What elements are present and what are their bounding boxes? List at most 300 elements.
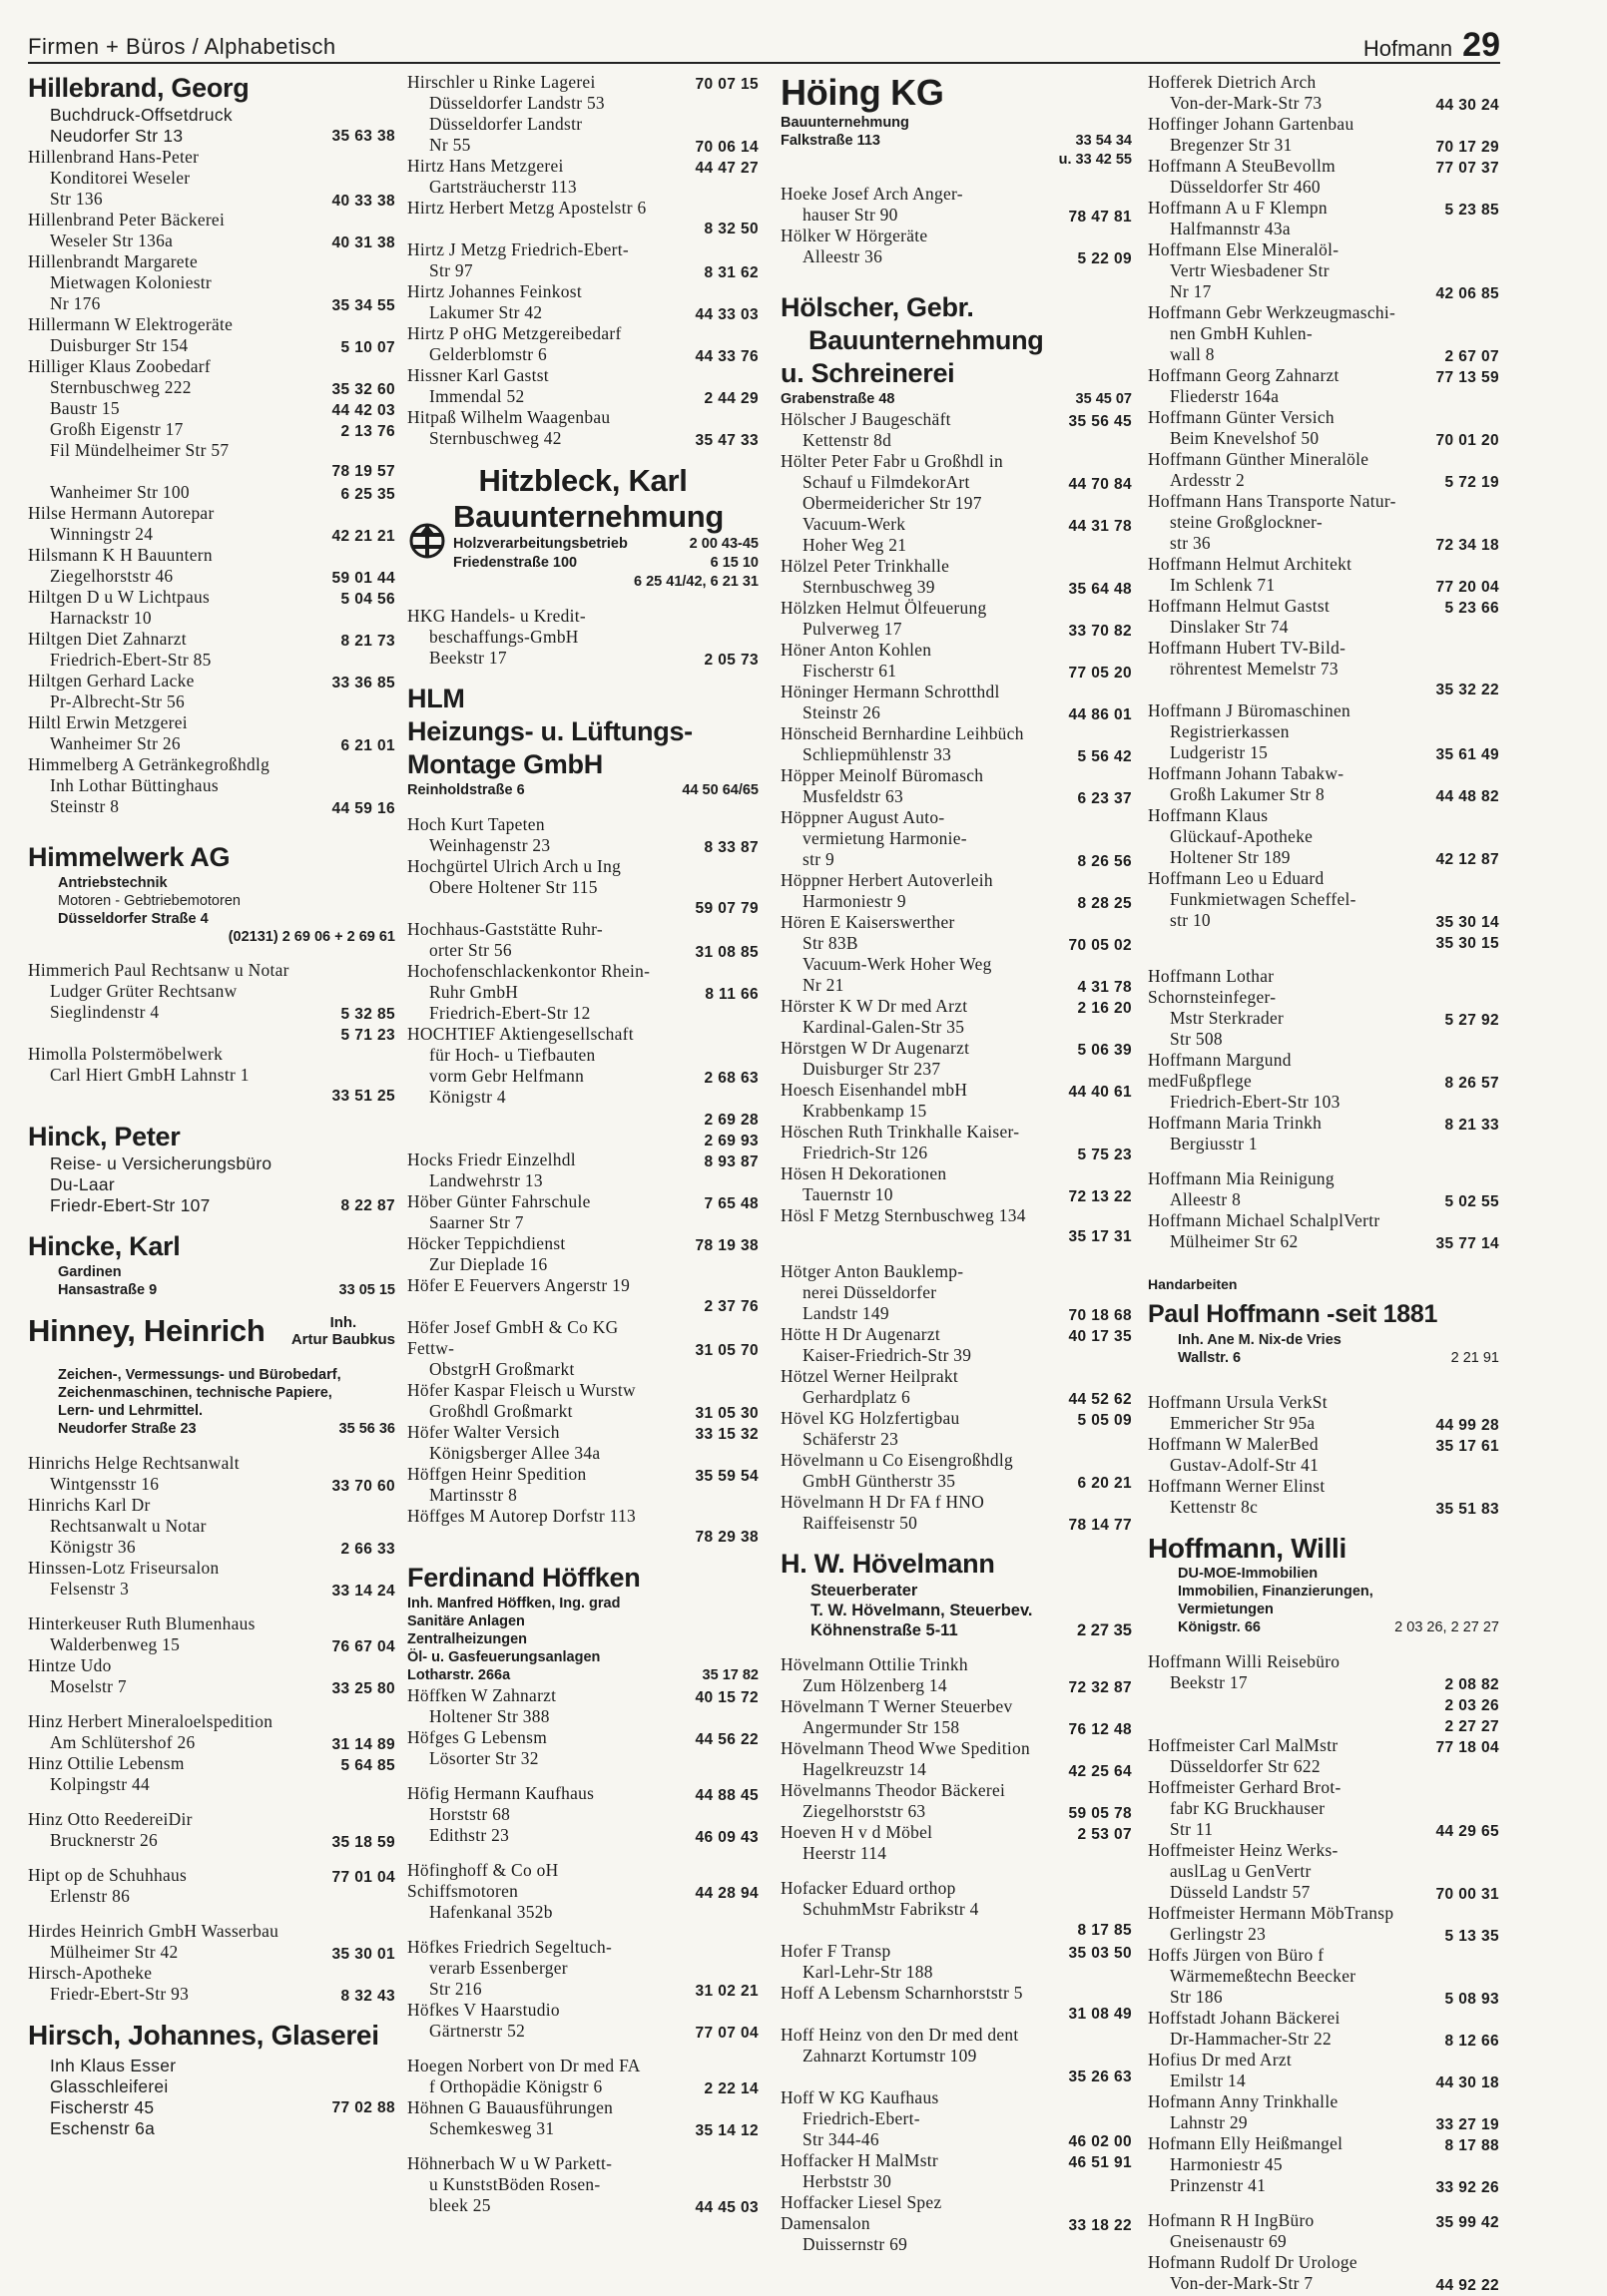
listing-entry (781, 2150, 1132, 2192)
ad-line: Bauunternehmung (781, 115, 909, 131)
listing-name: Hochgürtel Ulrich Arch u Ing (407, 856, 622, 876)
ad-line: Steuerberater (810, 1582, 918, 1600)
listing-name: Höfges G Lebensm (407, 1727, 548, 1747)
listing-name: Hoffs Jürgen von Büro f (1148, 1945, 1325, 1965)
phone-number: 44 45 03 (695, 2199, 759, 2216)
listing-name: Hillermann W Elektrogeräte (28, 314, 234, 334)
spacer (28, 1300, 395, 1314)
listing-entry (28, 712, 395, 754)
ad-title: Hincke, Karl (28, 1231, 181, 1261)
listing-entry (1148, 1714, 1499, 1735)
listing-entry (407, 1464, 759, 1506)
phone-number: 35 30 15 (1435, 935, 1499, 952)
phone-number: 8 28 25 (1077, 895, 1132, 912)
listing-address: Gerhardplatz 6 (803, 1387, 911, 1407)
listing-address: str 10 (1170, 910, 1211, 930)
phone-number: u. 33 42 55 (1058, 152, 1132, 168)
listing-entry (781, 723, 1132, 765)
listing-address: Zum Hölzenberg 14 (803, 1675, 947, 1695)
listing-address: Alleestr 8 (1170, 1189, 1242, 1209)
listing-name: Höhnen G Bauausführungen (407, 2097, 614, 2117)
listing-address: Harnackstr 10 (50, 608, 152, 628)
listing-address: Dr-Hammacher-Str 22 (1170, 2029, 1332, 2049)
listing-subline: Düsseldorfer Landstr (429, 114, 583, 134)
listing-address: Sternbuschweg 42 (429, 428, 562, 448)
phone-number: 33 25 80 (331, 1680, 395, 1697)
phone-number: 44 30 18 (1435, 2074, 1499, 2091)
phone-number: 35 32 22 (1435, 682, 1499, 698)
phone-number: 33 27 19 (1435, 2116, 1499, 2133)
listing-entry (28, 1558, 395, 1600)
listing-entry (1148, 72, 1499, 114)
listing-address: Wärmemeßtechn Beecker (1170, 1966, 1356, 1986)
listing-name: Hofius Dr med Arzt (1148, 2050, 1293, 2069)
running-head (1363, 28, 1500, 62)
listing-address: steine Großglockner- (1170, 512, 1323, 532)
listing-entry (781, 996, 1132, 1038)
phone-number: 2 69 93 (704, 1133, 759, 1149)
phone-number: 2 53 07 (1077, 1826, 1132, 1843)
listing-name: Hinz Herbert Mineraloelspedition (28, 1711, 273, 1731)
listing-name: Hoffmeister Carl MalMstr (1148, 1735, 1339, 1755)
listing-name: Höber Günter Fahrschule (407, 1191, 591, 1211)
phone-number: 2 08 82 (1444, 1676, 1499, 1693)
listing-entry (1148, 966, 1499, 1050)
listing-entry (781, 640, 1132, 682)
listing-entry (781, 451, 1132, 514)
ad-line: Reinholdstraße 6 (407, 782, 525, 798)
phone-number: 44 70 84 (1068, 476, 1132, 493)
listing-address: Martinsstr 8 (429, 1485, 518, 1505)
ad-hillebrand (28, 72, 395, 147)
listing-entry (407, 1825, 759, 1846)
listing-entry (1148, 2210, 1499, 2252)
phone-number: 35 34 55 (331, 297, 395, 314)
listing-entry (781, 807, 1132, 870)
listing-address: GmbH Güntherstr 35 (803, 1471, 956, 1491)
phone-number: 40 33 38 (331, 193, 395, 210)
listing-address: Str 83B (803, 933, 858, 953)
listing-entry (1148, 2133, 1499, 2196)
listing-name: Hinrichs Helge Rechtsanwalt (28, 1453, 240, 1473)
listing-address: Felsenstr 3 (50, 1579, 130, 1599)
phone-number: 2 22 14 (704, 2080, 759, 2097)
listing-entry (28, 1655, 395, 1697)
listing-entry (407, 1233, 759, 1275)
phone-number: 77 01 04 (331, 1869, 395, 1886)
phone-number: 72 32 87 (1068, 1679, 1132, 1696)
listing-entry (1148, 554, 1499, 596)
listing-entry (407, 1727, 759, 1769)
phone-number: 8 33 87 (704, 839, 759, 856)
phone-number: 2 05 73 (704, 652, 759, 669)
spacer (28, 1907, 395, 1921)
listing-name: Hiltgen Diet Zahnarzt (28, 629, 187, 649)
ad-line: Antriebstechnik (58, 875, 168, 891)
listing-entry (1148, 1050, 1499, 1113)
listing-name: Hötte H Dr Augenarzt (781, 1324, 941, 1344)
ad-line: Grabenstraße 48 (781, 391, 895, 407)
ad-title: HLM (407, 684, 465, 713)
listing-address: Am Schlütershof 26 (50, 1732, 196, 1752)
phone-number: 44 86 01 (1068, 706, 1132, 723)
listing-address: Str 97 (429, 260, 473, 280)
listing-address: Friedrich-Ebert-Str 103 (1170, 1092, 1340, 1112)
listing-address: orter Str 56 (429, 940, 512, 960)
listing-address: Holtener Str 189 (1170, 847, 1291, 867)
listing-name: Hirtz Johannes Feinkost (407, 281, 582, 301)
listing-name: Hoffmann Johann Tabakw- (1148, 763, 1344, 783)
ad-hinney (28, 1314, 395, 1439)
listing-name: Hillenbrand Hans-Peter (28, 147, 200, 167)
listing-address: Gartsträucherstr 113 (429, 177, 577, 197)
listing-address: Düsseld Landstr 57 (1170, 1882, 1311, 1902)
phone-number: 77 18 04 (1435, 1739, 1499, 1756)
listing-entry (407, 239, 759, 281)
ad-title: Bauunternehmung (808, 325, 1044, 355)
listing-entry (407, 1783, 759, 1825)
ad-title: Hillebrand, Georg (28, 73, 250, 103)
listing-entry (407, 114, 759, 156)
listing-address: Obere Holtener Str 115 (429, 877, 598, 897)
listing-address: Sieglindenstr 4 (50, 1002, 160, 1022)
listing-entry (407, 72, 759, 114)
phone-number: 5 32 85 (340, 1006, 395, 1023)
listing-name: Höfkes Friedrich Segeltuch- (407, 1937, 613, 1957)
listing-address: Lahnstr 29 (1170, 2112, 1248, 2132)
phone-number: 8 17 88 (1444, 2137, 1499, 2154)
ad-line: Gardinen (58, 1264, 122, 1280)
ad-hirsch (28, 2019, 395, 2139)
listing-address: Schemkesweg 31 (429, 2118, 555, 2138)
listing-name: Hövelmann Theod Wwe Spedition (781, 1738, 1031, 1758)
listing-entry (781, 870, 1132, 912)
phone-number: 44 42 03 (331, 402, 395, 419)
listing-entry (28, 314, 395, 356)
ad-line: Zentralheizungen (407, 1631, 528, 1647)
listing-entry (28, 629, 395, 671)
listing-address: Schauf u FilmdekorArt (803, 472, 970, 492)
listing-address: Mülheimer Str 62 (1170, 1231, 1299, 1251)
phone-number: 6 21 01 (340, 737, 395, 754)
phone-number: 35 51 83 (1435, 1501, 1499, 1518)
ad-line: Wallstr. 6 (1178, 1350, 1242, 1366)
listing-entry (1148, 1434, 1499, 1476)
listing-entry (1148, 763, 1499, 805)
spacer (407, 800, 759, 814)
ad-line: Zeichenmaschinen, technische Papiere, (58, 1385, 332, 1401)
listing-entry (1148, 1168, 1499, 1210)
listing-entry (28, 210, 395, 251)
ad-title: H. W. Hövelmann (781, 1549, 995, 1579)
listing-entry (28, 503, 395, 545)
listing-address: Angermunder Str 158 (803, 1717, 960, 1737)
listing-address: Musfeldstr 63 (803, 786, 903, 806)
listing-entry (781, 1324, 1132, 1366)
spacer (407, 592, 759, 606)
ad-line: Friedenstraße 100 (453, 555, 578, 571)
listing-address: ObstgrH Großmarkt (429, 1359, 575, 1379)
listing-entry (781, 1163, 1132, 1205)
listing-address: Hoher Weg 21 (803, 535, 907, 555)
phone-number: 5 08 93 (1444, 1991, 1499, 2008)
spacer (28, 1851, 395, 1865)
spacer (1148, 1518, 1499, 1532)
phone-number: 2 00 43-45 (689, 536, 759, 552)
listing-name: Hillenbrand Peter Bäckerei (28, 210, 226, 230)
listing-address: Tauernstr 10 (803, 1184, 893, 1204)
listing-name: Höschen Ruth Trinkhalle Kaiser- (781, 1122, 1020, 1142)
listing-address: Hagelkreuzstr 14 (803, 1759, 927, 1779)
listing-address: Wintgensstr 16 (50, 1474, 160, 1494)
phone-number: 33 51 25 (331, 1088, 395, 1105)
listing-entry (407, 961, 759, 1024)
listing-address: Fliederstr 164a (1170, 386, 1280, 406)
listing-address: Friedrich-Ebert- (803, 2108, 920, 2128)
listing-address: Emmericher Str 95a (1170, 1413, 1316, 1433)
phone-number: 5 56 42 (1077, 748, 1132, 765)
spacer (1148, 1252, 1499, 1266)
listing-entry (781, 2192, 1132, 2255)
spacer (1148, 1637, 1499, 1651)
phone-number: 2 21 91 (1450, 1350, 1499, 1366)
listing-address: Saarner Str 7 (429, 1212, 524, 1232)
listing-name: Hövelmanns Theodor Bäckerei (781, 1780, 1006, 1800)
listing-entry (781, 1450, 1132, 1492)
ad-line: Reise- u Versicherungsbüro (50, 1153, 272, 1173)
listing-name: Hilliger Klaus Zoobedarf (28, 356, 211, 376)
phone-number: 44 33 76 (695, 348, 759, 365)
listing-name: Hinz Ottilie Lebensm (28, 1753, 185, 1773)
listing-address: Düsseldorfer Landstr 53 (429, 93, 605, 113)
listing-entry (1148, 239, 1499, 302)
ad-line: Fischerstr 45 (50, 2097, 155, 2117)
phone-number: 44 56 22 (695, 1731, 759, 1748)
phone-number: 35 26 63 (1068, 2068, 1132, 2085)
listing-entry (1148, 1777, 1499, 1840)
listing-address: Duisburger Str 154 (50, 335, 189, 355)
spacer (407, 449, 759, 463)
listing-address: Winningstr 24 (50, 524, 154, 544)
listing-address: Str 186 (1170, 1987, 1223, 2007)
listing-entry (28, 960, 395, 1023)
listing-address: Zahnarzt Kortumstr 109 (803, 2046, 977, 2066)
listing-address: Rechtsanwalt u Notar (50, 1516, 207, 1536)
listing-address: Konditorei Weseler (50, 168, 191, 188)
listing-name: Hötzel Werner Heilprakt (781, 1366, 959, 1386)
ad-title: Hinck, Peter (28, 1122, 181, 1151)
listing-address: Königsberger Allee 34a (429, 1443, 601, 1463)
listing-entry (407, 365, 759, 407)
listing-address: str 36 (1170, 533, 1211, 553)
listing-name: Hoffmann Werner Elinst (1148, 1476, 1326, 1496)
phone-number: 76 67 04 (331, 1638, 395, 1655)
listing-address: Horststr 68 (429, 1804, 511, 1824)
spacer (407, 1846, 759, 1860)
phone-number: 44 50 64/65 (682, 782, 759, 798)
listing-entry (407, 2153, 759, 2216)
phone-number: 59 01 44 (331, 570, 395, 587)
listing-address: Fischerstr 61 (803, 661, 897, 681)
listing-address: Schäferstr 23 (803, 1429, 899, 1449)
phone-number: 78 19 38 (695, 1237, 759, 1254)
listing-name: Himmelberg A Getränkegroßhdlg (28, 754, 270, 774)
listing-entry (1148, 638, 1499, 700)
listing-name: Hoeke Josef Arch Anger- (781, 184, 963, 204)
listing-name: Hirsch-Apotheke (28, 1963, 153, 1983)
listing-name: HOCHTIEF Aktiengesellschaft (407, 1024, 634, 1044)
ad-line: Königstr. 66 (1178, 1619, 1261, 1635)
listing-address: Kaiser-Friedrich-Str 39 (803, 1345, 972, 1365)
listing-entry (781, 1492, 1132, 1534)
listing-address: Halfmannstr 43a (1170, 219, 1291, 238)
listing-address: nen GmbH Kuhlen- (1170, 323, 1313, 343)
spacer (407, 2042, 759, 2056)
listing-address: Nr 21 (803, 975, 844, 995)
listing-entry (28, 1613, 395, 1655)
phone-number: 31 02 21 (695, 1983, 759, 2000)
listing-name: Hövelmann Ottilie Trinkh (781, 1654, 968, 1674)
ad-line: Artur Baubkus (290, 1331, 395, 1348)
listing-address: Ziegelhorststr 46 (50, 566, 174, 586)
ad-title: Himmelwerk AG (28, 842, 231, 872)
column-4 (1148, 72, 1499, 2294)
listing-name: Höpper Meinolf Büromasch (781, 765, 984, 785)
listing-name: Hinterkeuser Ruth Blumenhaus (28, 1613, 256, 1633)
phone-number: 33 18 22 (1068, 2217, 1132, 2234)
spacer (28, 2005, 395, 2019)
listing-address: Lösorter Str 32 (429, 1748, 539, 1768)
listing-entry (407, 1860, 759, 1923)
spacer (1148, 1368, 1499, 1392)
ad-hinck (28, 1121, 395, 1216)
listing-name: Hirtz P oHG Metzgereibedarf (407, 323, 622, 343)
listing-address: Kardinal-Galen-Str 35 (803, 1017, 965, 1037)
listing-entry (407, 407, 759, 449)
listing-subline: Vacuum-Werk (803, 514, 906, 534)
listing-name: Höfkes V Haarstudio (407, 2000, 560, 2020)
listing-entry (407, 1275, 759, 1317)
listing-entry (28, 671, 395, 712)
listing-address: Harmoniestr 9 (803, 891, 906, 911)
listing-name: Hilse Hermann Autorepar (28, 503, 215, 523)
ad-hlm (407, 683, 759, 800)
listing-address: Ludgeristr 15 (1170, 742, 1269, 762)
listing-address: Beekstr 17 (429, 648, 507, 668)
listing-entry (407, 919, 759, 961)
listing-entry (781, 2087, 1132, 2150)
listing-name: Hoffstadt Johann Bäckerei (1148, 2008, 1340, 2028)
listing-name: Hochofenschlackenkontor Rhein- (407, 961, 651, 981)
phone-number: 35 47 33 (695, 432, 759, 449)
listing-address: Mstr Sterkrader (1170, 1008, 1285, 1028)
listing-subline: Wanheimer Str 100 (50, 482, 190, 502)
ad-willi-hoffmann (1148, 1532, 1499, 1637)
listing-address: Ruhr GmbH (429, 982, 519, 1002)
phone-number: 8 93 87 (704, 1153, 759, 1170)
phone-number: 72 13 22 (1068, 1188, 1132, 1205)
listing-name: Himolla Polstermöbelwerk (28, 1044, 224, 1064)
phone-number: 6 23 37 (1077, 790, 1132, 807)
listing-address: Gerlingstr 23 (1170, 1924, 1267, 1944)
phone-number: 5 71 23 (340, 1027, 395, 1044)
listing-entry (28, 1921, 395, 1963)
phone-number: 44 92 22 (1435, 2277, 1499, 2294)
running-head-name: Hofmann (1362, 36, 1453, 61)
listing-entry (1148, 449, 1499, 491)
listing-name: Höner Anton Kohlen (781, 640, 932, 660)
listing-address: vermietung Harmonie- (803, 828, 967, 848)
listing-name: Hölzken Helmut Ölfeuerung (781, 598, 987, 618)
phone-number: 33 92 26 (1435, 2179, 1499, 2196)
spacer (781, 1534, 1132, 1548)
listing-address: Carl Hiert GmbH Lahnstr 1 (50, 1065, 250, 1085)
ad-line: Zeichen-, Vermessungs- und Bürobedarf, (58, 1367, 341, 1383)
listing-entry (407, 156, 759, 198)
listing-name: Hörster K W Dr med Arzt (781, 996, 968, 1016)
ad-line: Inh. Ane M. Nix-de Vries (1178, 1332, 1341, 1348)
phone-number: 33 54 34 (1075, 133, 1132, 149)
ad-hincke (28, 1230, 395, 1300)
listing-address: Sternbuschweg 39 (803, 577, 935, 597)
listing-entry (1148, 1113, 1499, 1154)
listing-entry (1148, 868, 1499, 931)
listing-entry (28, 1044, 395, 1107)
listing-entry (407, 1108, 759, 1129)
listing-address: Großhdl Großmarkt (429, 1401, 573, 1421)
listing-name: Hirtz Herbert Metzg Apostelstr 6 (407, 198, 647, 218)
listing-name: Hillenbrandt Margarete (28, 251, 198, 271)
listing-entry (407, 1506, 759, 1548)
ad-hoevelmann (781, 1548, 1132, 1640)
phone-number: 8 32 50 (704, 221, 759, 237)
phone-number: 35 63 38 (331, 128, 395, 145)
spacer (28, 1216, 395, 1230)
listing-entry (1148, 2008, 1499, 2050)
listing-address: Gustav-Adolf-Str 41 (1170, 1455, 1320, 1475)
listing-address: Gneisenaustr 69 (1170, 2231, 1288, 2251)
listing-address: Bregenzer Str 31 (1170, 135, 1293, 155)
phone-number: 5 27 92 (1444, 1012, 1499, 1029)
listing-name: Hövelmann u Co Eisengroßhdlg (781, 1450, 1014, 1470)
phone-number: 70 05 02 (1068, 937, 1132, 954)
listing-entry (28, 419, 395, 440)
listing-address: Herbststr 30 (803, 2171, 892, 2191)
listing-entry (1148, 1840, 1499, 1903)
listing-address: Friedr-Ebert-Str 93 (50, 1984, 190, 2004)
phone-number: 78 19 57 (331, 463, 395, 480)
listing-entry (28, 587, 395, 629)
listing-name: Hörstgen W Dr Augenarzt (781, 1038, 970, 1058)
listing-name: Hoffmann Helmut Architekt (1148, 554, 1352, 574)
listing-address: Emilstr 14 (1170, 2070, 1246, 2090)
listing-address: Holtener Str 388 (429, 1706, 550, 1726)
listing-entry (781, 682, 1132, 723)
phone-number: 59 05 78 (1068, 1805, 1132, 1822)
phone-number: 35 77 14 (1435, 1235, 1499, 1252)
spacer (1148, 2196, 1499, 2210)
phone-number: 5 04 56 (340, 591, 395, 608)
phone-number: 2 66 33 (340, 1541, 395, 1558)
spacer (407, 2139, 759, 2153)
listing-address: Pulverweg 17 (803, 619, 902, 639)
listing-entry (1148, 700, 1499, 763)
phone-number: 2 03 26, 2 27 27 (1394, 1619, 1499, 1635)
phone-number: 44 33 03 (695, 306, 759, 323)
listing-name: Hofer F Transp (781, 1941, 891, 1961)
listing-name: Höffges M Autorep Dorfstr 113 (407, 1506, 636, 1526)
listing-name: Hoeven H v d Möbel (781, 1822, 933, 1842)
